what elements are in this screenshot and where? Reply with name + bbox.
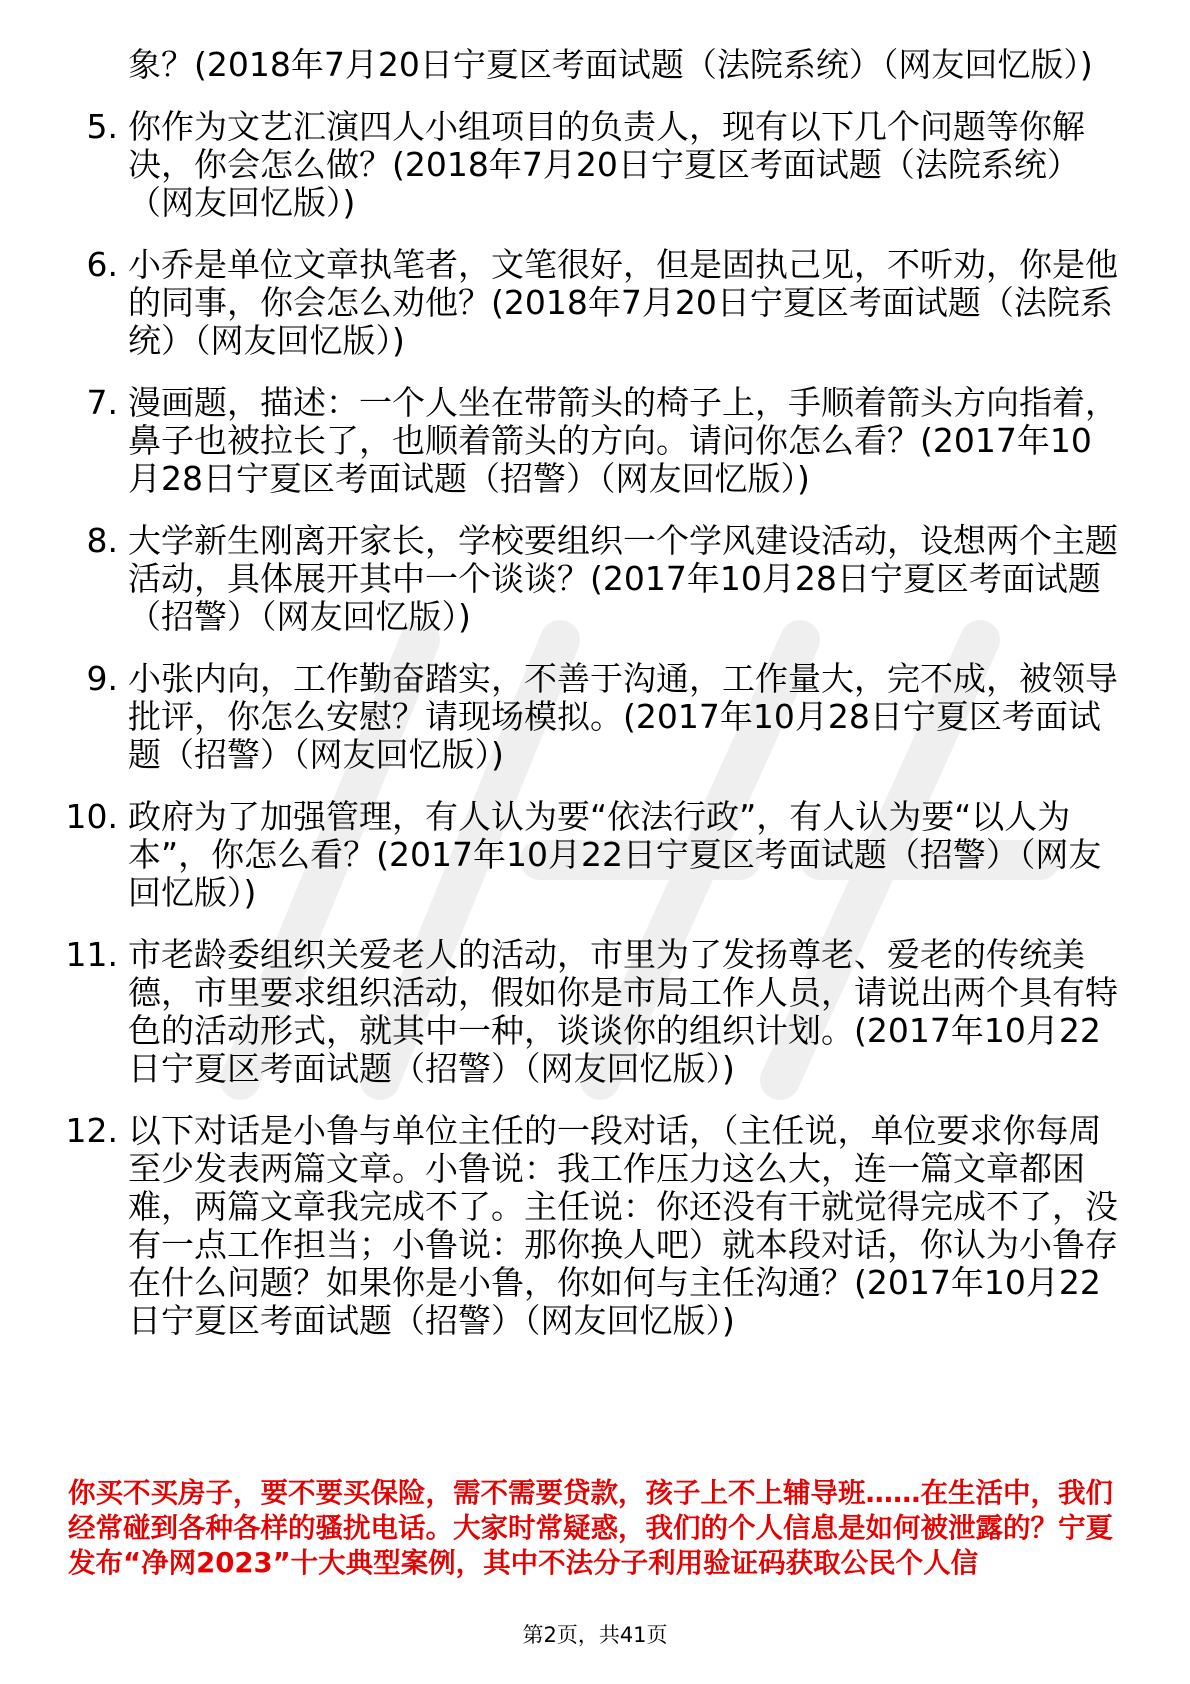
question-number: 7.	[86, 383, 118, 422]
question-item-6	[62, 246, 1122, 360]
question-text: 小张内向，工作勤奋踏实，不善于沟通，工作量大，完不成，被领导批评，你怎么安慰？请现场模拟。(2017年10月28日宁夏区考面试题（招警）（网友回忆版）)	[128, 659, 1118, 774]
question-text: 漫画题，描述：一个人坐在带箭头的椅子上，手顺着箭头方向指着，鼻子也被拉长了，也顺着箭头的方向。请问你怎么看？(2017年10月28日宁夏区考面试题（招警）（网友回忆版）)	[128, 383, 1118, 498]
question-item-11	[62, 936, 1122, 1088]
question-number: 11.	[65, 935, 118, 974]
question-item-7	[62, 384, 1122, 498]
question-number: 8.	[86, 521, 118, 560]
red-notice-paragraph: 你买不买房子，要不要买保险，需不需要贷款，孩子上不上辅导班……在生活中，我们经常碰到各种各样的骚扰电话。大家时常疑惑，我们的个人信息是如何被泄露的？宁夏发布“净网2023”十大典型案例，其中不法分子利用验证码获取公民个人信	[68, 1477, 1113, 1579]
question-text: 以下对话是小鲁与单位主任的一段对话，（主任说，单位要求你每周至少发表两篇文章。小鲁说：我工作压力这么大，连一篇文章都困难，两篇文章我完成不了。主任说：你还没有干就觉得完成不了，没有一点工作担当；小鲁说：那你换人吧）就本段对话，你认为小鲁存在什么问题？如果你是小鲁，你如何与主任沟通？(2017年10月22日宁夏区考面试题（招警）（网友回忆版）)	[128, 1111, 1118, 1340]
question-text: 小乔是单位文章执笔者，文笔很好，但是固执己见，不听劝，你是他的同事，你会怎么劝他？(2018年7月20日宁夏区考面试题（法院系统）（网友回忆版）)	[128, 245, 1118, 360]
question-item-5	[62, 108, 1122, 222]
question-item-10	[62, 798, 1122, 912]
question-text: 象？(2018年7月20日宁夏区考面试题（法院系统）（网友回忆版）)	[128, 45, 1093, 84]
page-footer: 第2页，共41页	[522, 1623, 668, 1647]
question-item-12	[62, 1112, 1122, 1340]
question-item-8	[62, 522, 1122, 636]
question-text: 政府为了加强管理，有人认为要“依法行政”，有人认为要“以人为本”，你怎么看？(2017年10月22日宁夏区考面试题（招警）（网友回忆版）)	[128, 797, 1102, 912]
question-text: 市老龄委组织关爱老人的活动，市里为了发扬尊老、爱老的传统美德，市里要求组织活动，假如你是市局工作人员，请说出两个具有特色的活动形式，就其中一种，谈谈你的组织计划。(2017年10月22日宁夏区考面试题（招警）（网友回忆版）)	[128, 935, 1118, 1088]
question-text: 大学新生刚离开家长，学校要组织一个学风建设活动，设想两个主题活动，具体展开其中一个谈谈？(2017年10月28日宁夏区考面试题（招警）（网友回忆版）)	[128, 521, 1118, 636]
question-number: 12.	[65, 1111, 118, 1150]
question-number: 10.	[65, 797, 118, 836]
question-number: 9.	[86, 659, 118, 698]
question-list	[62, 46, 1122, 1364]
question-item-continued	[62, 46, 1122, 84]
question-number: 6.	[86, 245, 118, 284]
question-item-9	[62, 660, 1122, 774]
question-number: 5.	[86, 107, 118, 146]
question-text: 你作为文艺汇演四人小组项目的负责人，现有以下几个问题等你解决，你会怎么做？(2018年7月20日宁夏区考面试题（法院系统）（网友回忆版）)	[128, 107, 1085, 222]
